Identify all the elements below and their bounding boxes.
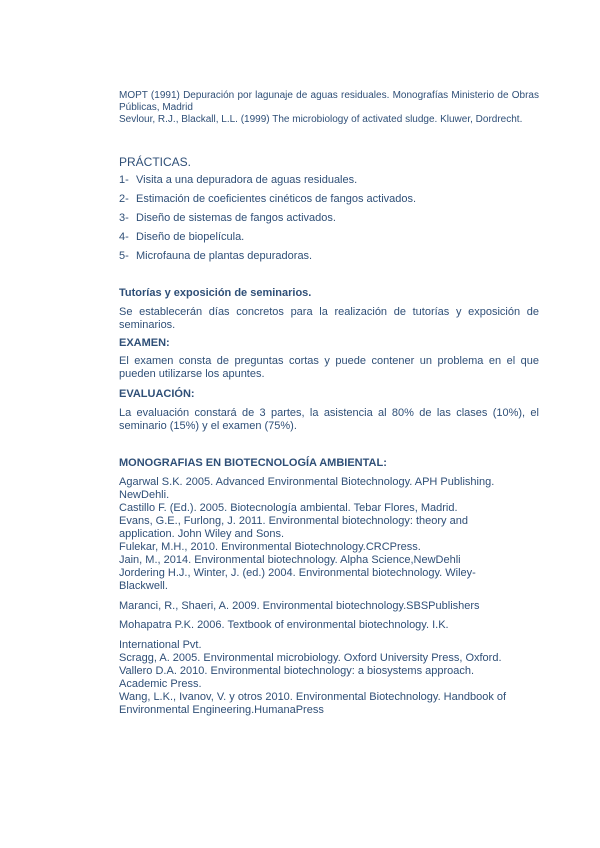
tutorias-text: Se establecerán días concretos para la realización de tutorías y exposición de seminarios. bbox=[119, 306, 539, 331]
reference-sevlour: Sevlour, R.J., Blackall, L.L. (1999) The microbiology of activated sludge. Kluwer, Dordrecht. bbox=[119, 114, 523, 125]
list-item: Wang, L.K., Ivanov, V. y otros 2010. Environmental Biotechnology. Handbook of Environmental Engineering.HumanaPress bbox=[119, 691, 507, 716]
list-item: Agarwal S.K. 2005. Advanced Environmental Biotechnology. APH Publishing. NewDehli. bbox=[119, 476, 495, 501]
top-references bbox=[119, 90, 539, 126]
list-item: Evans, G.E., Furlong, J. 2011. Environmental biotechnology: theory and application. John Wiley and Sons. bbox=[119, 515, 468, 540]
monografias-list-1 bbox=[119, 476, 519, 593]
evaluacion-text: La evaluación constará de 3 partes, la asistencia al 80% de las clases (10%), el seminario (15%) y el examen (75%). bbox=[119, 407, 539, 432]
practicas-heading: PRÁCTICAS. bbox=[119, 155, 192, 169]
list-item: Scragg, A. 2005. Environmental microbiology. Oxford University Press, Oxford. bbox=[119, 652, 502, 664]
monografias-list-2 bbox=[119, 639, 519, 717]
list-item: Jordering H.J., Winter, J. (ed.) 2004. Environmental biotechnology. Wiley-Blackwell. bbox=[119, 567, 476, 592]
practica-item: 4- Diseño de biopelícula. bbox=[119, 231, 245, 243]
reference-mopt: MOPT (1991) Depuración por lagunaje de aguas residuales. Monografías Ministerio de Obras Públicas, Madrid bbox=[119, 90, 539, 113]
list-item: Castillo F. (Ed.). 2005. Biotecnología ambiental. Tebar Flores, Madrid. bbox=[119, 502, 458, 514]
evaluacion-heading: EVALUACIÓN: bbox=[119, 388, 195, 400]
reference-maranci: Maranci, R., Shaeri, A. 2009. Environmental biotechnology.SBSPublishers bbox=[119, 600, 480, 612]
list-item: Jain, M., 2014. Environmental biotechnology. Alpha Science,NewDehli bbox=[119, 554, 461, 566]
reference-mohapatra: Mohapatra P.K. 2006. Textbook of environmental biotechnology. I.K. bbox=[119, 619, 449, 631]
list-item: Fulekar, M.H., 2010. Environmental Biotechnology.CRCPress. bbox=[119, 541, 421, 553]
examen-text: El examen consta de preguntas cortas y puede contener un problema en el que pueden utilizarse los apuntes. bbox=[119, 355, 539, 380]
practica-item: 3- Diseño de sistemas de fangos activados. bbox=[119, 212, 336, 224]
list-item: International Pvt. bbox=[119, 639, 202, 651]
list-item: Vallero D.A. 2010. Environmental biotechnology: a biosystems approach. Academic Press. bbox=[119, 665, 475, 690]
practica-item: 1- Visita a una depuradora de aguas residuales. bbox=[119, 174, 358, 186]
monografias-heading: MONOGRAFIAS EN BIOTECNOLOGÍA AMBIENTAL: bbox=[119, 457, 387, 469]
practica-item: 5- Microfauna de plantas depuradoras. bbox=[119, 250, 313, 262]
tutorias-heading: Tutorías y exposición de seminarios. bbox=[119, 287, 312, 299]
practicas-list bbox=[119, 174, 539, 269]
practica-item: 2- Estimación de coeficientes cinéticos de fangos activados. bbox=[119, 193, 417, 205]
examen-heading: EXAMEN: bbox=[119, 337, 170, 349]
